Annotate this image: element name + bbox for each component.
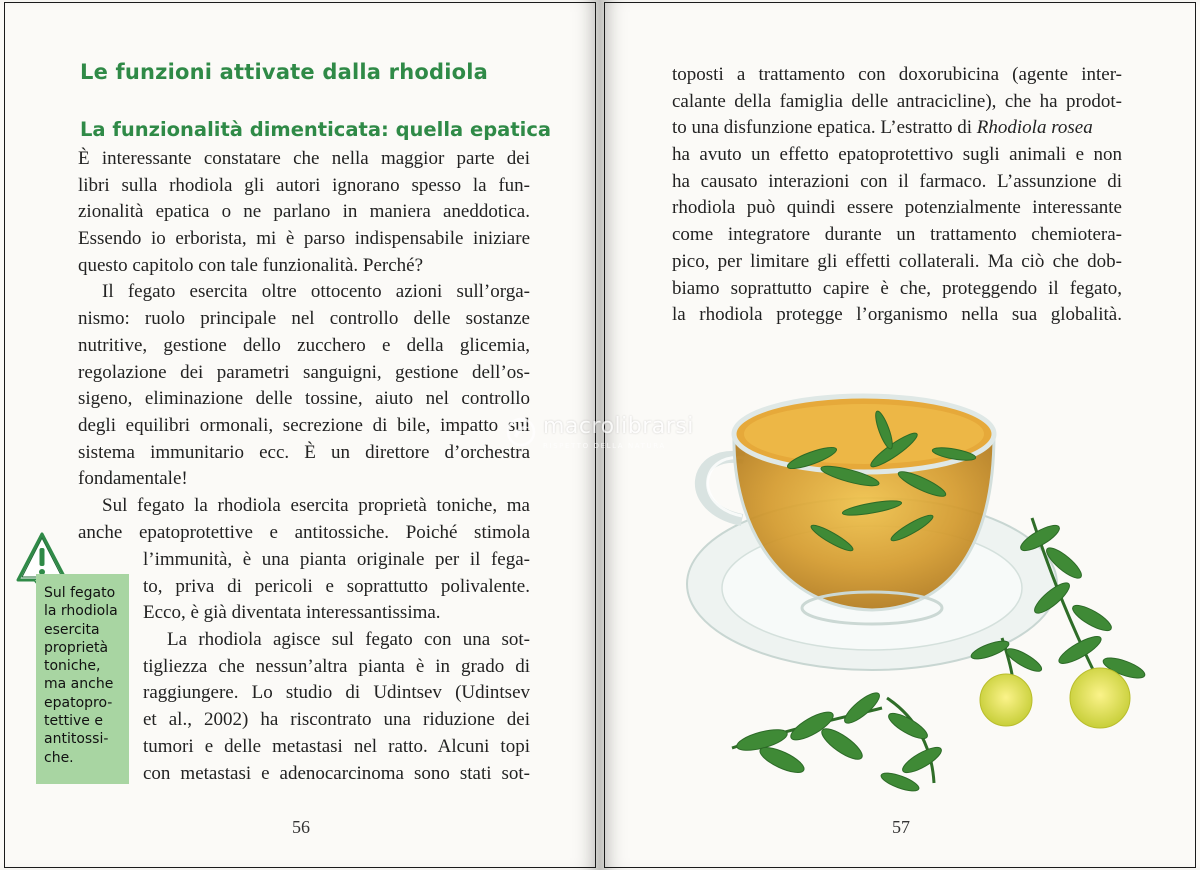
sidebar-line: tettive e bbox=[44, 713, 103, 730]
text-line: la rhodiola protegge l’organismo nella sua globalità. bbox=[672, 304, 1122, 326]
text-line: degli equilibri ormonali, secrezione di bile, impatto sul bbox=[78, 414, 530, 436]
text-line: Essendo io erborista, mi è parso indispensabile iniziare bbox=[78, 228, 530, 250]
text-line: pico, per limitare gli effetti collaterali. Ma ciò che dob- bbox=[672, 250, 1122, 272]
watermark-logo-icon bbox=[505, 416, 537, 448]
text-line: biamo soprattutto capire è che, proteggendo il fegato, bbox=[672, 277, 1122, 299]
text-line: Il fegato esercita oltre ottocento azioni sull’orga- bbox=[102, 281, 530, 303]
text-line: sistema immunitario ecc. È un direttore d’orchestra bbox=[78, 441, 530, 463]
text-line: et al., 2002) ha riscontrato una riduzione dei bbox=[143, 709, 530, 731]
tea-cup-illustration bbox=[672, 388, 1152, 798]
sidebar-line: che. bbox=[44, 749, 74, 766]
section-title: Le funzioni attivate dalla rhodiola bbox=[80, 60, 489, 84]
sidebar-note bbox=[36, 574, 129, 784]
text-line: anche epatoprotettive e antitossiche. Poiché stimola bbox=[78, 521, 530, 543]
text-line: rhodiola può quindi essere potenzialmente interessante bbox=[672, 197, 1122, 219]
sidebar-line: la rhodiola bbox=[44, 603, 118, 620]
text-line: l’immunità, è una pianta originale per il fega- bbox=[143, 549, 530, 570]
text-line: nismo: ruolo principale nel controllo delle sostanze bbox=[78, 308, 530, 330]
page-number: 56 bbox=[292, 817, 310, 837]
body-text-full bbox=[78, 146, 530, 546]
text-line: È interessante constatare che nella maggior parte dei bbox=[78, 148, 530, 169]
text-line: questo capitolo con tale funzionalità. Perché? bbox=[78, 254, 424, 276]
text-line: calante della famiglia delle antracicline), che ha prodot- bbox=[672, 90, 1122, 112]
sidebar-line: antitossi- bbox=[44, 731, 109, 748]
text-line: ha causato interazioni con il farmaco. L’assunzione di bbox=[672, 170, 1122, 192]
subsection-title: La funzionalità dimenticata: quella epatica bbox=[80, 118, 552, 141]
text-line: come integratore durante un trattamento chemiotera- bbox=[672, 224, 1122, 246]
body-text-right bbox=[672, 62, 1122, 329]
watermark-subtext: RISPETTO DELLA NATURA bbox=[543, 442, 666, 450]
italic-term: Rhodiola rosea bbox=[976, 117, 1093, 139]
text-line: Ecco, è già diventata interessantissima. bbox=[143, 602, 441, 624]
text-line: nutritive, gestione dello zucchero e della glicemia, bbox=[78, 334, 530, 356]
text-line: libri sulla rhodiola gli autori ignorano spesso la fun- bbox=[78, 174, 530, 196]
text-line: regolazione dei parametri sanguigni, gestione dell’os- bbox=[78, 361, 530, 383]
sidebar-line: epatopro- bbox=[44, 694, 113, 711]
text-line: fondamentale! bbox=[78, 468, 188, 490]
sidebar-line: Sul fegato bbox=[44, 585, 116, 601]
sidebar-line: ma anche bbox=[44, 676, 114, 693]
text-line: Sul fegato la rhodiola esercita proprietà toniche, ma bbox=[102, 494, 530, 516]
sidebar-line: proprietà bbox=[44, 639, 109, 656]
text-line: to una disfunzione epatica. L’estratto di Rhodiola rosea bbox=[672, 117, 1093, 139]
body-text-narrow bbox=[143, 547, 530, 787]
sidebar-line: esercita bbox=[44, 621, 100, 638]
text-line: tigliezza che nessun’altra pianta è in grado di bbox=[143, 655, 530, 677]
text-line: toposti a trattamento con doxorubicina (agente inter- bbox=[672, 64, 1122, 85]
text-line: zionalità epatica o ne parlano in maniera aneddotica. bbox=[78, 201, 530, 223]
text-line: ha avuto un effetto epatoprotettivo sugli animali e non bbox=[672, 144, 1122, 166]
text-line: tumori e delle metastasi nel ratto. Alcuni topi bbox=[143, 735, 530, 757]
watermark bbox=[505, 414, 725, 458]
text-line: to, priva di pericoli e soprattutto polivalente. bbox=[143, 575, 530, 597]
page-number: 57 bbox=[892, 817, 910, 837]
sidebar-line: toniche, bbox=[44, 658, 101, 675]
watermark-text: macrolibrarsi bbox=[543, 414, 694, 439]
text-line: La rhodiola agisce sul fegato con una sot- bbox=[167, 629, 530, 651]
text-line: sigeno, eliminazione delle tossine, aiuto nel controllo bbox=[78, 388, 530, 410]
text-line: raggiungere. Lo studio di Udintsev (Udintsev bbox=[143, 682, 530, 704]
text-line: con metastasi e adenocarcinoma sono stati sot- bbox=[143, 762, 530, 784]
